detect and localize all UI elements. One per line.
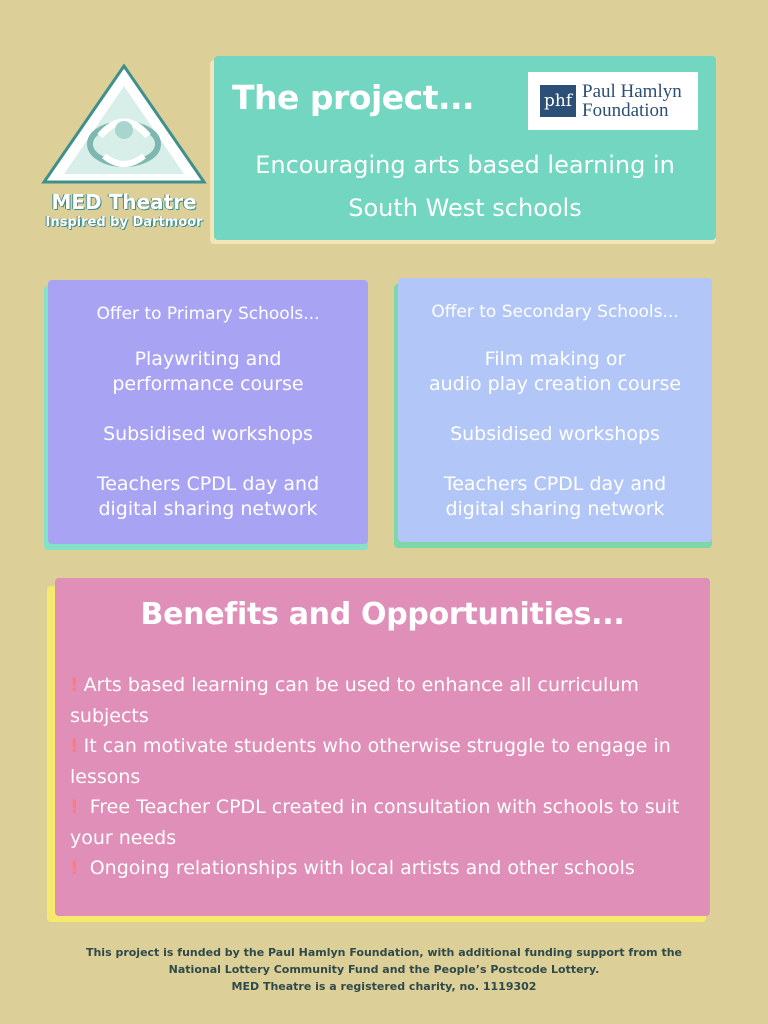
exclamation-icon: ! [70,796,79,818]
benefit-text: It can motivate students who otherwise struggle to engage in lessons [70,735,671,788]
project-subtitle-line2: South West schools [348,194,582,222]
primary-course-line2: performance course [112,373,304,395]
benefit-text: Ongoing relationships with local artists and other schools [83,857,635,879]
primary-offer-card [48,280,368,544]
project-title: The project... [232,78,475,117]
benefits-title: Benefits and Opportunities... [140,597,625,632]
triangle-logo-icon [38,60,210,190]
secondary-course-line1: Film making or [484,348,626,370]
project-card [214,56,716,240]
funding-footer [0,944,768,995]
exclamation-icon: ! [70,674,79,696]
exclamation-icon: ! [70,735,79,757]
phf-mark-icon: phf [540,85,576,117]
secondary-course-line2: audio play creation course [428,373,682,395]
primary-cpdl-line2: digital sharing network [98,498,318,520]
footer-line3: MED Theatre is a registered charity, no. 1119302 [231,980,537,993]
primary-cpdl-line1: Teachers CPDL day and [96,473,320,495]
exclamation-icon: ! [70,857,79,879]
logo-tagline: Inspired by Dartmoor [45,215,203,230]
phf-line2: Foundation [582,100,669,121]
primary-workshops: Subsidised workshops [103,423,313,445]
benefits-list [70,670,700,884]
logo-name: MED Theatre [51,190,197,214]
paul-hamlyn-foundation-logo [528,72,698,130]
benefit-item [70,853,700,884]
benefit-text: Arts based learning can be used to enhance all curriculum subjects [70,674,639,727]
secondary-workshops: Subsidised workshops [450,423,660,445]
med-theatre-logo [38,60,210,240]
benefit-item [70,670,700,731]
secondary-offer-card [398,278,712,542]
phf-wordmark [582,82,682,120]
primary-course-line1: Playwriting and [134,348,282,370]
secondary-cpdl-line1: Teachers CPDL day and [443,473,667,495]
footer-line1: This project is funded by the Paul Hamlyn Foundation, with additional funding support from the [85,946,683,959]
benefit-item [70,731,700,792]
benefit-text: Free Teacher CPDL created in consultation with schools to suit your needs [70,796,680,849]
project-subtitle-line1: Encouraging arts based learning in [255,151,675,179]
primary-offer-title: Offer to Primary Schools... [96,304,320,324]
secondary-cpdl-line2: digital sharing network [445,498,665,520]
benefit-item [70,792,700,853]
benefits-card [55,578,710,916]
secondary-offer-title: Offer to Secondary Schools... [431,302,679,322]
phf-line1: Paul Hamlyn [582,81,682,102]
project-subtitle [214,144,716,230]
footer-line2: National Lottery Community Fund and the People’s Postcode Lottery. [168,963,600,976]
